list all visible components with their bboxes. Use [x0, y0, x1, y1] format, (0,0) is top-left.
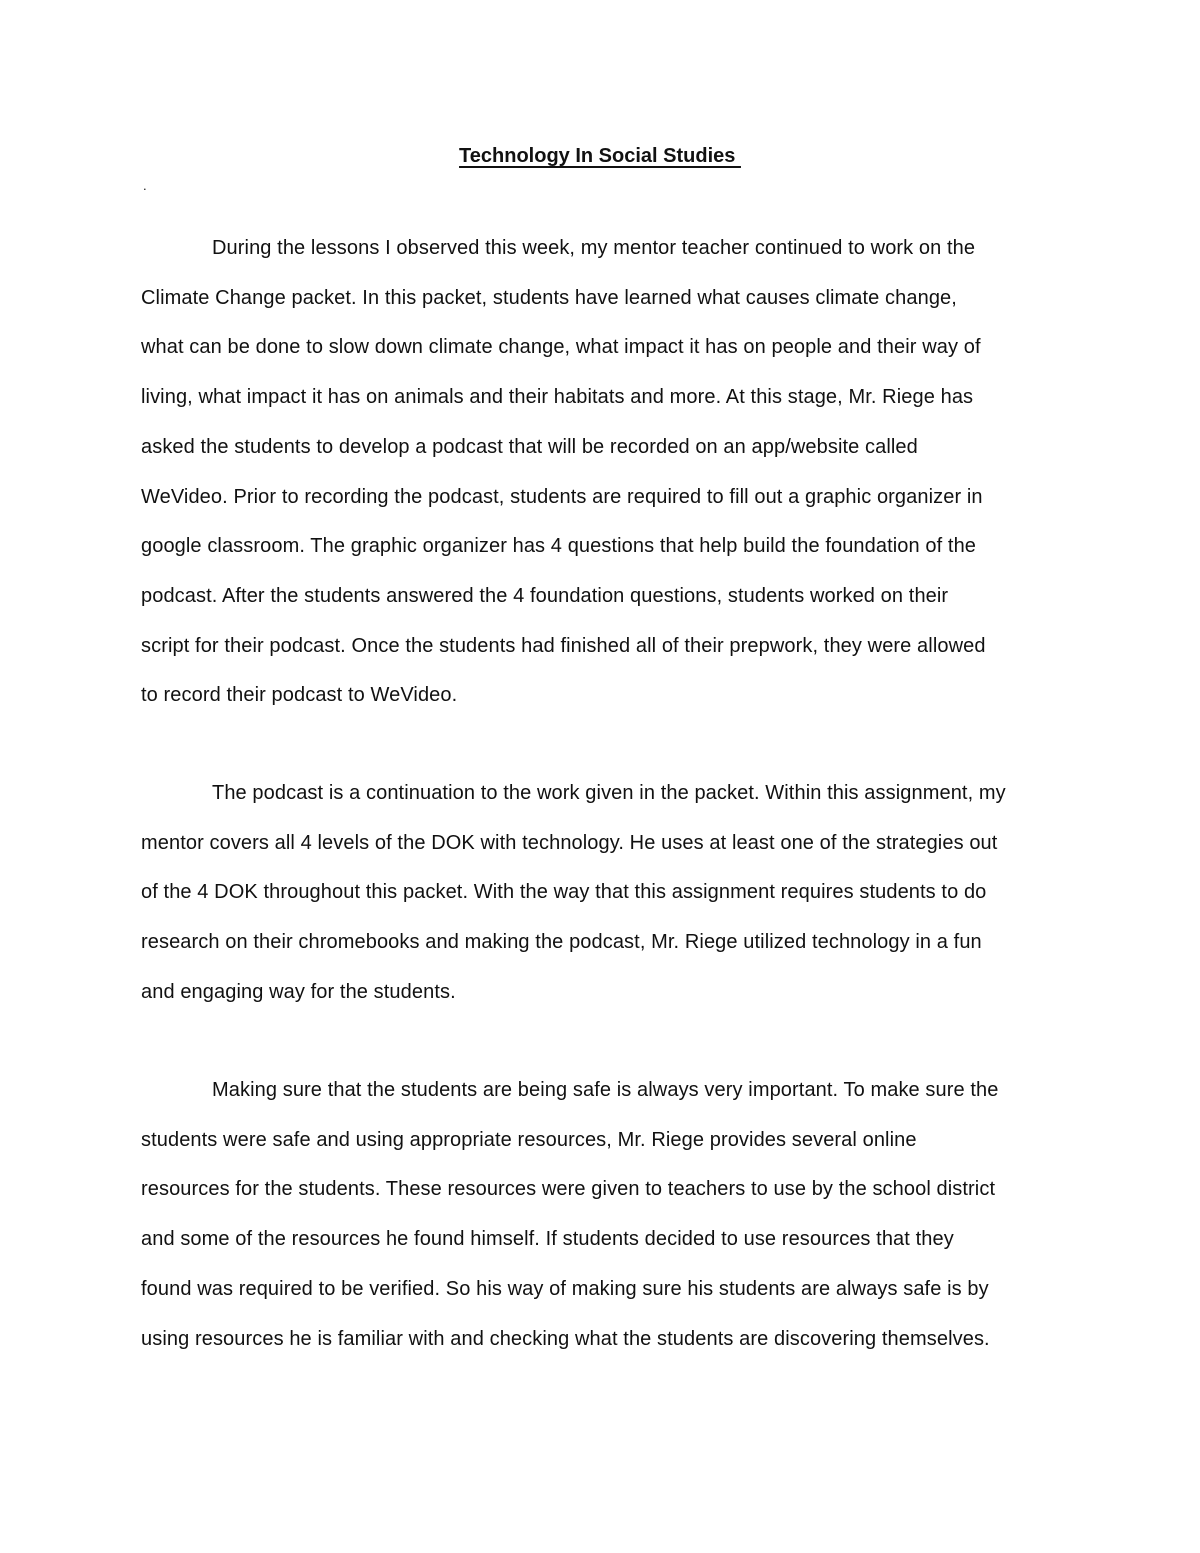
paragraph-line: Climate Change packet. In this packet, students have learned what causes climate change, — [141, 286, 957, 309]
paragraph-1 — [141, 224, 1071, 721]
paragraph-line: asked the students to develop a podcast that will be recorded on an app/website called — [141, 435, 918, 458]
paragraph-line: research on their chromebooks and making the podcast, Mr. Riege utilized technology in a fun — [141, 931, 982, 954]
paragraph-line: using resources he is familiar with and checking what the students are discovering themselves. — [141, 1327, 990, 1350]
paragraph-line: of the 4 DOK throughout this packet. With the way that this assignment requires students to do — [141, 881, 987, 904]
paragraph-line: resources for the students. These resources were given to teachers to use by the school district — [141, 1178, 996, 1201]
stray-mark: . — [143, 178, 147, 193]
paragraph-line: script for their podcast. Once the students had finished all of their prepwork, they were allowed — [141, 634, 986, 657]
paragraph-line: found was required to be verified. So his way of making sure his students are always safe is by — [141, 1277, 989, 1300]
paragraph-line: mentor covers all 4 levels of the DOK with technology. He uses at least one of the strategies out — [141, 831, 998, 854]
paragraph-line: During the lessons I observed this week, my mentor teacher continued to work on the — [212, 237, 976, 259]
paragraph-line: students were safe and using appropriate resources, Mr. Riege provides several online — [141, 1128, 917, 1151]
paragraph-3 — [141, 1066, 1071, 1364]
paragraph-line: and some of the resources he found himself. If students decided to use resources that they — [141, 1228, 954, 1251]
paragraph-line: google classroom. The graphic organizer has 4 questions that help build the foundation of the — [141, 535, 977, 558]
paragraph-line: to record their podcast to WeVideo. — [141, 684, 458, 707]
paragraph-line: living, what impact it has on animals and their habitats and more. At this stage, Mr. Riege has — [141, 386, 974, 409]
paragraph-line: what can be done to slow down climate change, what impact it has on people and their way of — [141, 336, 981, 359]
paragraph-line: and engaging way for the students. — [141, 980, 456, 1003]
paragraph-line: podcast. After the students answered the 4 foundation questions, students worked on their — [141, 584, 949, 607]
document-title: Technology In Social Studies — [459, 145, 741, 167]
paragraph-line: WeVideo. Prior to recording the podcast, students are required to fill out a graphic organizer in — [141, 485, 983, 508]
paragraph-line: The podcast is a continuation to the work given in the packet. Within this assignment, my — [212, 782, 1006, 804]
paragraph-line: Making sure that the students are being safe is always very important. To make sure the — [212, 1079, 999, 1101]
paragraph-2 — [141, 769, 1071, 1018]
